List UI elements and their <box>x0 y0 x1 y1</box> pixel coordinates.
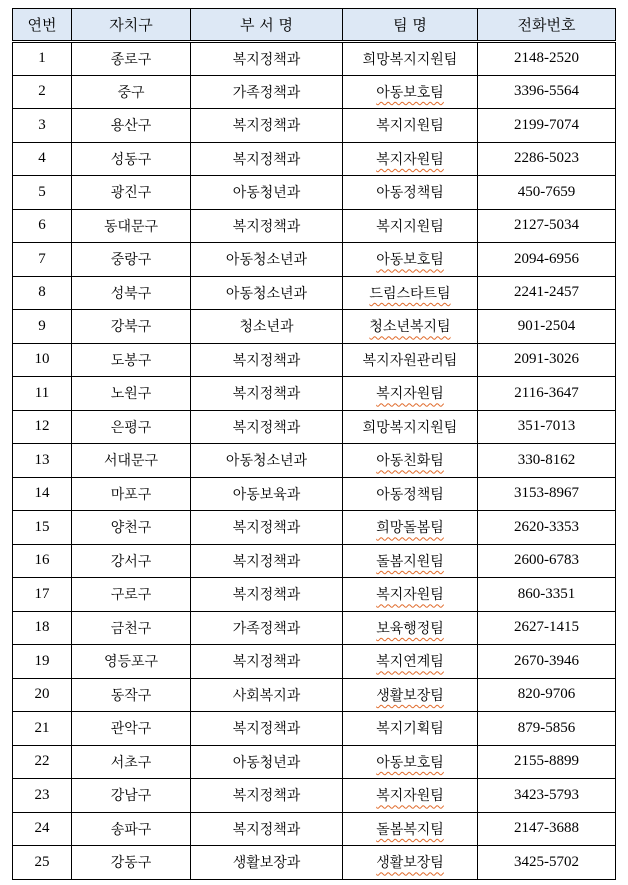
table-row <box>13 42 616 76</box>
cell-number: 15 <box>13 511 72 545</box>
table-row <box>13 745 616 779</box>
cell-number: 5 <box>13 176 72 210</box>
cell-phone: 330-8162 <box>478 444 616 478</box>
cell-number: 7 <box>13 243 72 277</box>
cell-department: 복지정책과 <box>191 410 343 444</box>
cell-district: 강서구 <box>72 544 191 578</box>
cell-number: 2 <box>13 75 72 109</box>
cell-department: 복지정책과 <box>191 511 343 545</box>
cell-district: 종로구 <box>72 42 191 76</box>
table-row <box>13 779 616 813</box>
team-name-text: 청소년복지팀 <box>369 319 451 336</box>
cell-team <box>343 812 478 846</box>
cell-district: 구로구 <box>72 578 191 612</box>
cell-phone: 2620-3353 <box>478 511 616 545</box>
cell-team: 아동정책팀 <box>343 477 478 511</box>
cell-department: 복지정책과 <box>191 109 343 143</box>
cell-department: 복지정책과 <box>191 712 343 746</box>
cell-number: 1 <box>13 42 72 76</box>
cell-phone: 820-9706 <box>478 678 616 712</box>
table-body <box>13 42 616 880</box>
cell-number: 20 <box>13 678 72 712</box>
cell-district: 동대문구 <box>72 209 191 243</box>
team-name-text: 생활보장팀 <box>376 687 444 704</box>
team-name-text: 복지자원팀 <box>376 151 444 168</box>
cell-district: 강남구 <box>72 779 191 813</box>
cell-district: 성북구 <box>72 276 191 310</box>
team-name-text: 복지연계팀 <box>376 654 444 671</box>
cell-department: 아동보육과 <box>191 477 343 511</box>
cell-phone: 2147-3688 <box>478 812 616 846</box>
cell-district: 도봉구 <box>72 343 191 377</box>
cell-district: 관악구 <box>72 712 191 746</box>
cell-team: 희망복지지원팀 <box>343 410 478 444</box>
cell-department: 아동청소년과 <box>191 276 343 310</box>
cell-phone: 351-7013 <box>478 410 616 444</box>
header-district: 자치구 <box>72 9 191 42</box>
cell-district: 광진구 <box>72 176 191 210</box>
cell-number: 14 <box>13 477 72 511</box>
cell-district: 동작구 <box>72 678 191 712</box>
cell-phone: 901-2504 <box>478 310 616 344</box>
cell-number: 16 <box>13 544 72 578</box>
cell-department: 가족정책과 <box>191 611 343 645</box>
cell-team <box>343 578 478 612</box>
table-row <box>13 477 616 511</box>
team-name-text: 복지자원팀 <box>376 587 444 604</box>
cell-department: 복지정책과 <box>191 142 343 176</box>
cell-district: 강동구 <box>72 846 191 880</box>
cell-team <box>343 310 478 344</box>
cell-department: 아동청년과 <box>191 745 343 779</box>
table-row <box>13 611 616 645</box>
cell-number: 21 <box>13 712 72 746</box>
cell-phone: 2199-7074 <box>478 109 616 143</box>
cell-district: 송파구 <box>72 812 191 846</box>
table-row <box>13 343 616 377</box>
cell-team: 복지지원팀 <box>343 209 478 243</box>
table-row <box>13 209 616 243</box>
table-row <box>13 243 616 277</box>
cell-district: 강북구 <box>72 310 191 344</box>
header-department: 부 서 명 <box>191 9 343 42</box>
cell-number: 11 <box>13 377 72 411</box>
table-row <box>13 176 616 210</box>
cell-department: 복지정책과 <box>191 812 343 846</box>
cell-team <box>343 645 478 679</box>
cell-district: 마포구 <box>72 477 191 511</box>
cell-department: 청소년과 <box>191 310 343 344</box>
cell-team: 복지기획팀 <box>343 712 478 746</box>
team-name-text: 아동친화팀 <box>376 453 444 470</box>
cell-phone: 2627-1415 <box>478 611 616 645</box>
header-row <box>13 9 616 42</box>
cell-number: 10 <box>13 343 72 377</box>
table-row <box>13 444 616 478</box>
header-team: 팀 명 <box>343 9 478 42</box>
cell-district: 서대문구 <box>72 444 191 478</box>
cell-team <box>343 243 478 277</box>
cell-phone: 3425-5702 <box>478 846 616 880</box>
cell-district: 용산구 <box>72 109 191 143</box>
table-row <box>13 511 616 545</box>
cell-number: 17 <box>13 578 72 612</box>
table-row <box>13 712 616 746</box>
cell-number: 12 <box>13 410 72 444</box>
cell-team <box>343 745 478 779</box>
cell-department: 복지정책과 <box>191 377 343 411</box>
district-contact-table <box>12 8 616 880</box>
cell-district: 영등포구 <box>72 645 191 679</box>
team-name-text: 아동보호팀 <box>376 754 444 771</box>
team-name-text: 복지자원팀 <box>376 788 444 805</box>
cell-team: 복지지원팀 <box>343 109 478 143</box>
cell-department: 생활보장과 <box>191 846 343 880</box>
cell-phone: 2127-5034 <box>478 209 616 243</box>
cell-district: 중랑구 <box>72 243 191 277</box>
cell-phone: 3396-5564 <box>478 75 616 109</box>
cell-number: 6 <box>13 209 72 243</box>
table-row <box>13 678 616 712</box>
team-name-text: 희망돌봄팀 <box>376 520 444 537</box>
cell-department: 복지정책과 <box>191 42 343 76</box>
team-name-text: 생활보장팀 <box>376 855 444 872</box>
cell-department: 복지정책과 <box>191 779 343 813</box>
cell-phone: 2600-6783 <box>478 544 616 578</box>
table-row <box>13 377 616 411</box>
cell-phone: 879-5856 <box>478 712 616 746</box>
table-row <box>13 276 616 310</box>
cell-department: 복지정책과 <box>191 343 343 377</box>
team-name-text: 돌봄지원팀 <box>376 553 444 570</box>
table-row <box>13 645 616 679</box>
cell-district: 금천구 <box>72 611 191 645</box>
cell-department: 아동청소년과 <box>191 243 343 277</box>
cell-district: 서초구 <box>72 745 191 779</box>
table-row <box>13 812 616 846</box>
cell-district: 양천구 <box>72 511 191 545</box>
team-name-text: 보육행정팀 <box>376 620 444 637</box>
cell-department: 복지정책과 <box>191 544 343 578</box>
table-header <box>13 9 616 42</box>
header-phone: 전화번호 <box>478 9 616 42</box>
cell-phone: 3153-8967 <box>478 477 616 511</box>
cell-number: 9 <box>13 310 72 344</box>
table-row <box>13 142 616 176</box>
cell-department: 사회복지과 <box>191 678 343 712</box>
cell-team <box>343 377 478 411</box>
team-name-text: 돌봄복지팀 <box>376 821 444 838</box>
cell-team: 복지자원관리팀 <box>343 343 478 377</box>
cell-phone: 2155-8899 <box>478 745 616 779</box>
cell-district: 은평구 <box>72 410 191 444</box>
cell-department: 복지정책과 <box>191 645 343 679</box>
cell-team <box>343 511 478 545</box>
cell-phone: 2670-3946 <box>478 645 616 679</box>
cell-team <box>343 779 478 813</box>
team-name-text: 드림스타트팀 <box>369 285 451 302</box>
table-row <box>13 578 616 612</box>
cell-department: 가족정책과 <box>191 75 343 109</box>
cell-district: 중구 <box>72 75 191 109</box>
cell-number: 22 <box>13 745 72 779</box>
cell-phone: 2148-2520 <box>478 42 616 76</box>
cell-team <box>343 276 478 310</box>
cell-team <box>343 75 478 109</box>
cell-number: 8 <box>13 276 72 310</box>
cell-number: 19 <box>13 645 72 679</box>
cell-phone: 860-3351 <box>478 578 616 612</box>
contact-table-container <box>12 8 616 880</box>
cell-team <box>343 611 478 645</box>
cell-phone: 2241-2457 <box>478 276 616 310</box>
cell-number: 23 <box>13 779 72 813</box>
cell-number: 25 <box>13 846 72 880</box>
cell-number: 18 <box>13 611 72 645</box>
table-row <box>13 310 616 344</box>
table-row <box>13 544 616 578</box>
cell-team <box>343 544 478 578</box>
table-row <box>13 846 616 880</box>
cell-number: 24 <box>13 812 72 846</box>
cell-phone: 2094-6956 <box>478 243 616 277</box>
cell-team <box>343 846 478 880</box>
cell-team <box>343 678 478 712</box>
cell-team <box>343 444 478 478</box>
cell-team: 아동정책팀 <box>343 176 478 210</box>
cell-team <box>343 142 478 176</box>
cell-team: 희망복지지원팀 <box>343 42 478 76</box>
table-row <box>13 75 616 109</box>
table-row <box>13 410 616 444</box>
cell-phone: 450-7659 <box>478 176 616 210</box>
header-number: 연번 <box>13 9 72 42</box>
team-name-text: 복지자원팀 <box>376 386 444 403</box>
team-name-text: 아동보호팀 <box>376 84 444 101</box>
cell-department: 복지정책과 <box>191 578 343 612</box>
cell-phone: 3423-5793 <box>478 779 616 813</box>
cell-number: 13 <box>13 444 72 478</box>
cell-department: 아동청소년과 <box>191 444 343 478</box>
cell-phone: 2091-3026 <box>478 343 616 377</box>
cell-department: 아동청년과 <box>191 176 343 210</box>
cell-phone: 2286-5023 <box>478 142 616 176</box>
cell-number: 4 <box>13 142 72 176</box>
cell-number: 3 <box>13 109 72 143</box>
cell-district: 노원구 <box>72 377 191 411</box>
table-row <box>13 109 616 143</box>
cell-phone: 2116-3647 <box>478 377 616 411</box>
cell-department: 복지정책과 <box>191 209 343 243</box>
cell-district: 성동구 <box>72 142 191 176</box>
team-name-text: 아동보호팀 <box>376 252 444 269</box>
